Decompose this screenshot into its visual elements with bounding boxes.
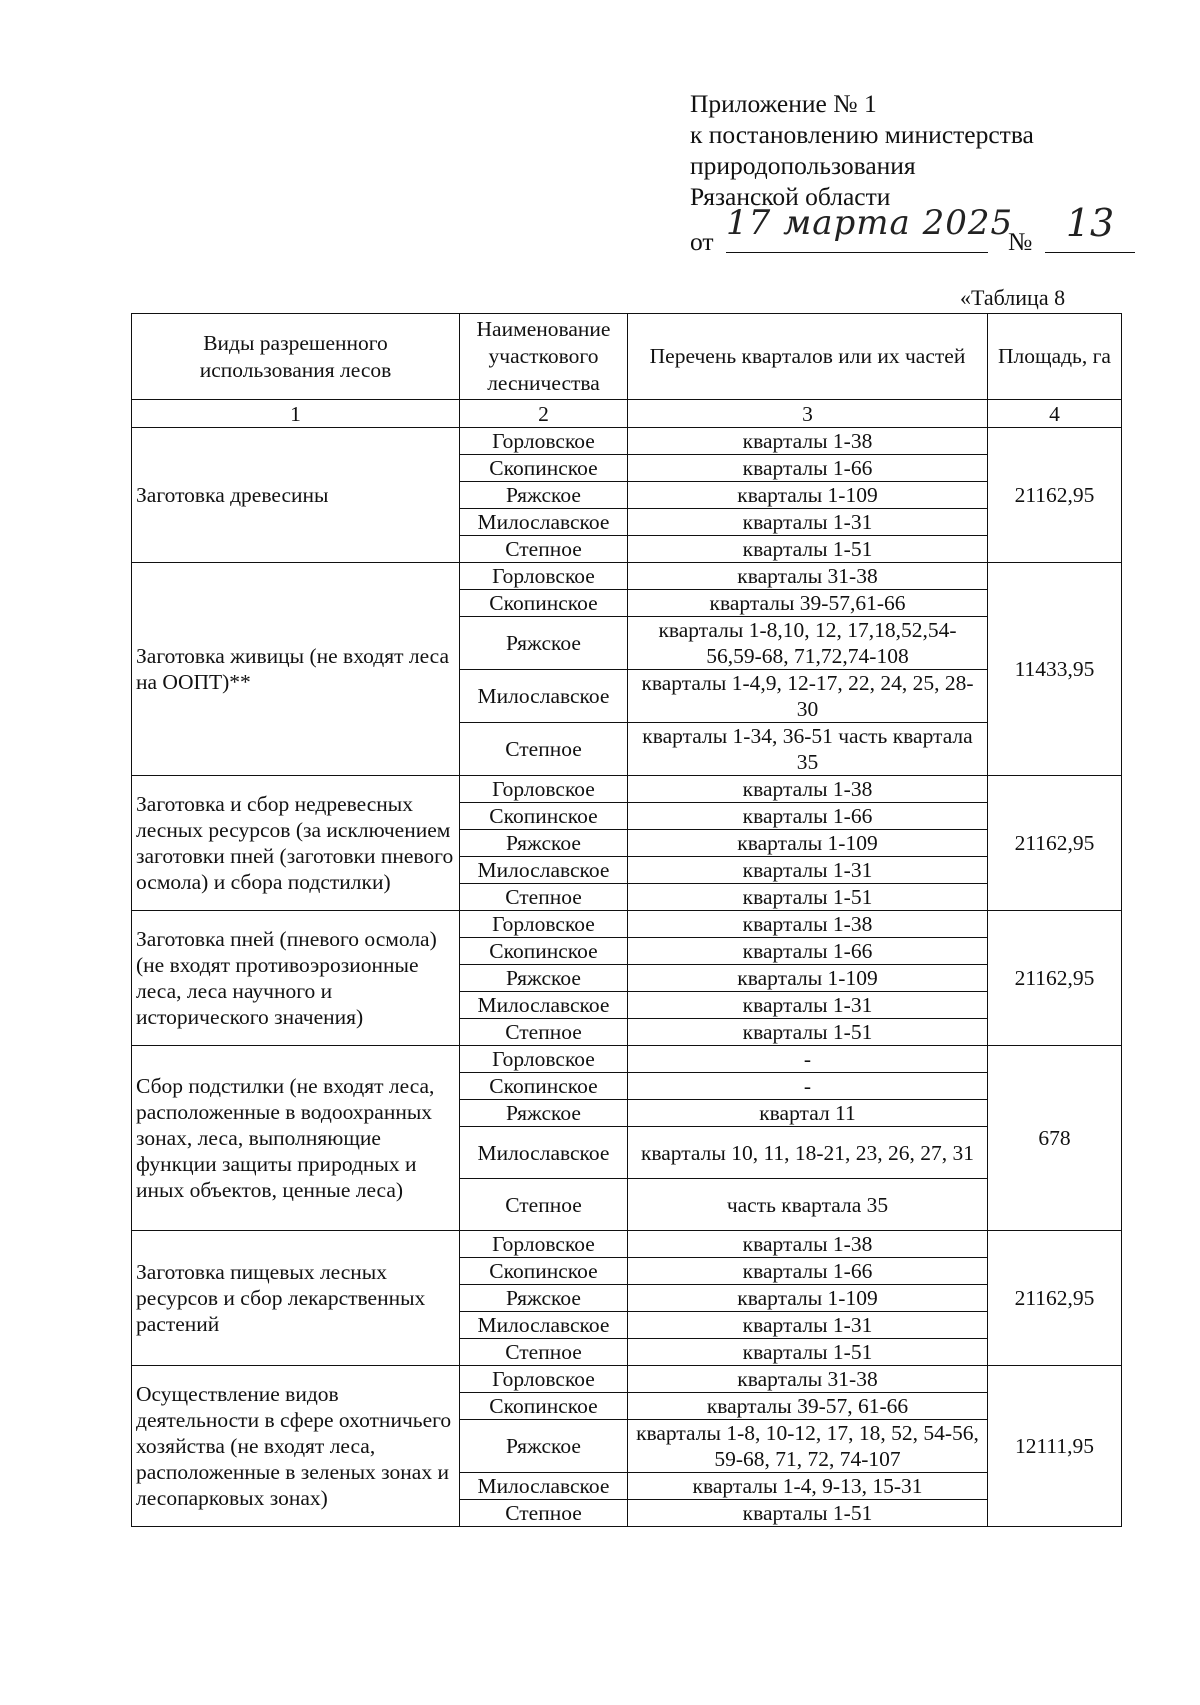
forestry-cell: Горловское [460,776,628,803]
header-forestry: Наименование участкового лесничества [460,314,628,400]
forestry-cell: Милославское [460,992,628,1019]
quarters-cell: кварталы 1-109 [628,830,988,857]
use-type-cell: Заготовка живицы (не входят леса на ООПТ)** [132,563,460,776]
quarters-cell: кварталы 1-8,10, 12, 17,18,52,54-56,59-68, 71,72,74-108 [628,617,988,670]
quarters-cell: часть квартала 35 [628,1179,988,1231]
forestry-cell: Скопинское [460,803,628,830]
quarters-cell: кварталы 1-66 [628,455,988,482]
column-number-row [132,400,1122,428]
quarters-cell: кварталы 1-51 [628,1500,988,1527]
table-row [132,1046,1122,1073]
forestry-cell: Милославское [460,857,628,884]
table-body [132,428,1122,1527]
date-prefix: от [690,227,714,256]
forestry-cell: Ряжское [460,1100,628,1127]
quarters-cell: кварталы 1-38 [628,911,988,938]
quarters-cell: кварталы 10, 11, 18-21, 23, 26, 27, 31 [628,1127,988,1179]
quarters-cell: кварталы 1-66 [628,1258,988,1285]
area-cell: 678 [988,1046,1122,1231]
quarters-cell: кварталы 1-38 [628,776,988,803]
table-row [132,563,1122,590]
forestry-cell: Степное [460,536,628,563]
area-cell: 21162,95 [988,428,1122,563]
use-type-cell: Сбор подстилки (не входят леса, расположенные в водоохранных зонах, леса, выполняющие функции защиты природных и иных объектов, ценные леса) [132,1046,460,1231]
quarters-cell: - [628,1046,988,1073]
forestry-cell: Ряжское [460,1285,628,1312]
forestry-cell: Горловское [460,1046,628,1073]
forestry-cell: Степное [460,1019,628,1046]
resolution-line: к постановлению министерства [690,120,1034,149]
quarters-cell: кварталы 1-8, 10-12, 17, 18, 52, 54-56, 59-68, 71, 72, 74-107 [628,1420,988,1473]
quarters-cell: кварталы 31-38 [628,1366,988,1393]
handwritten-number: 13 [1045,208,1135,253]
use-type-cell: Заготовка пней (пневого осмола) (не входят противоэрозионные леса, леса научного и исторического значения) [132,911,460,1046]
quarters-cell: кварталы 1-4,9, 12-17, 22, 24, 25, 28-30 [628,670,988,723]
forestry-cell: Скопинское [460,455,628,482]
forestry-cell: Милославское [460,1127,628,1179]
table-row [132,1366,1122,1393]
forestry-cell: Ряжское [460,965,628,992]
forestry-cell: Ряжское [460,1420,628,1473]
use-type-cell: Заготовка древесины [132,428,460,563]
quarters-cell: - [628,1073,988,1100]
quarters-cell: кварталы 1-38 [628,428,988,455]
column-number: 4 [988,400,1122,428]
column-number: 3 [628,400,988,428]
table-row [132,776,1122,803]
forestry-cell: Ряжское [460,482,628,509]
forestry-cell: Степное [460,1500,628,1527]
quarters-cell: кварталы 1-4, 9-13, 15-31 [628,1473,988,1500]
forestry-cell: Скопинское [460,590,628,617]
forestry-cell: Степное [460,884,628,911]
quarters-cell: кварталы 1-109 [628,965,988,992]
region-line: Рязанской области [690,182,891,211]
header-area: Площадь, га [988,314,1122,400]
forestry-cell: Милославское [460,1473,628,1500]
date-number-line [690,201,1160,258]
quarters-cell: кварталы 39-57,61-66 [628,590,988,617]
forestry-cell: Горловское [460,428,628,455]
forestry-cell: Скопинское [460,1073,628,1100]
table-row [132,428,1122,455]
appendix-title: Приложение № 1 [690,89,877,118]
appendix-header [690,88,1160,258]
handwritten-date: 17 марта 2025 [726,208,988,253]
forestry-cell: Горловское [460,1231,628,1258]
forest-use-table [131,313,1122,1527]
header-quarters: Перечень кварталов или их частей [628,314,988,400]
quarters-cell: кварталы 39-57, 61-66 [628,1393,988,1420]
header-use-type: Виды разрешенного использования лесов [132,314,460,400]
column-number: 1 [132,400,460,428]
table-row [132,911,1122,938]
area-cell: 21162,95 [988,776,1122,911]
area-cell: 11433,95 [988,563,1122,776]
quarters-cell: кварталы 1-51 [628,536,988,563]
forestry-cell: Милославское [460,509,628,536]
area-cell: 21162,95 [988,911,1122,1046]
quarters-cell: кварталы 1-31 [628,1312,988,1339]
forestry-cell: Скопинское [460,1393,628,1420]
quarters-cell: кварталы 1-38 [628,1231,988,1258]
number-label: № [1008,227,1033,256]
ministry-line: природопользования [690,151,916,180]
quarters-cell: квартал 11 [628,1100,988,1127]
forestry-cell: Ряжское [460,617,628,670]
forestry-cell: Скопинское [460,938,628,965]
quarters-cell: кварталы 1-109 [628,482,988,509]
quarters-cell: кварталы 1-51 [628,1339,988,1366]
quarters-cell: кварталы 1-34, 36-51 часть квартала 35 [628,723,988,776]
use-type-cell: Осуществление видов деятельности в сфере охотничьего хозяйства (не входят леса, расположенные в зеленых зонах и лесопарковых зонах) [132,1366,460,1527]
forestry-cell: Горловское [460,911,628,938]
table-header-row [132,314,1122,400]
forestry-cell: Ряжское [460,830,628,857]
table-row [132,1231,1122,1258]
forestry-cell: Горловское [460,563,628,590]
quarters-cell: кварталы 1-31 [628,509,988,536]
quarters-cell: кварталы 1-66 [628,803,988,830]
forestry-cell: Степное [460,1339,628,1366]
column-number: 2 [460,400,628,428]
table-label: «Таблица 8 [960,285,1066,310]
forestry-cell: Горловское [460,1366,628,1393]
quarters-cell: кварталы 31-38 [628,563,988,590]
forestry-cell: Степное [460,1179,628,1231]
forestry-cell: Скопинское [460,1258,628,1285]
forestry-cell: Степное [460,723,628,776]
forestry-cell: Милославское [460,670,628,723]
quarters-cell: кварталы 1-109 [628,1285,988,1312]
use-type-cell: Заготовка и сбор недревесных лесных ресурсов (за исключением заготовки пней (заготовки пневого осмола) и сбора подстилки) [132,776,460,911]
forestry-cell: Милославское [460,1312,628,1339]
quarters-cell: кварталы 1-31 [628,992,988,1019]
quarters-cell: кварталы 1-66 [628,938,988,965]
area-cell: 12111,95 [988,1366,1122,1527]
quarters-cell: кварталы 1-31 [628,857,988,884]
quarters-cell: кварталы 1-51 [628,884,988,911]
area-cell: 21162,95 [988,1231,1122,1366]
quarters-cell: кварталы 1-51 [628,1019,988,1046]
use-type-cell: Заготовка пищевых лесных ресурсов и сбор лекарственных растений [132,1231,460,1366]
